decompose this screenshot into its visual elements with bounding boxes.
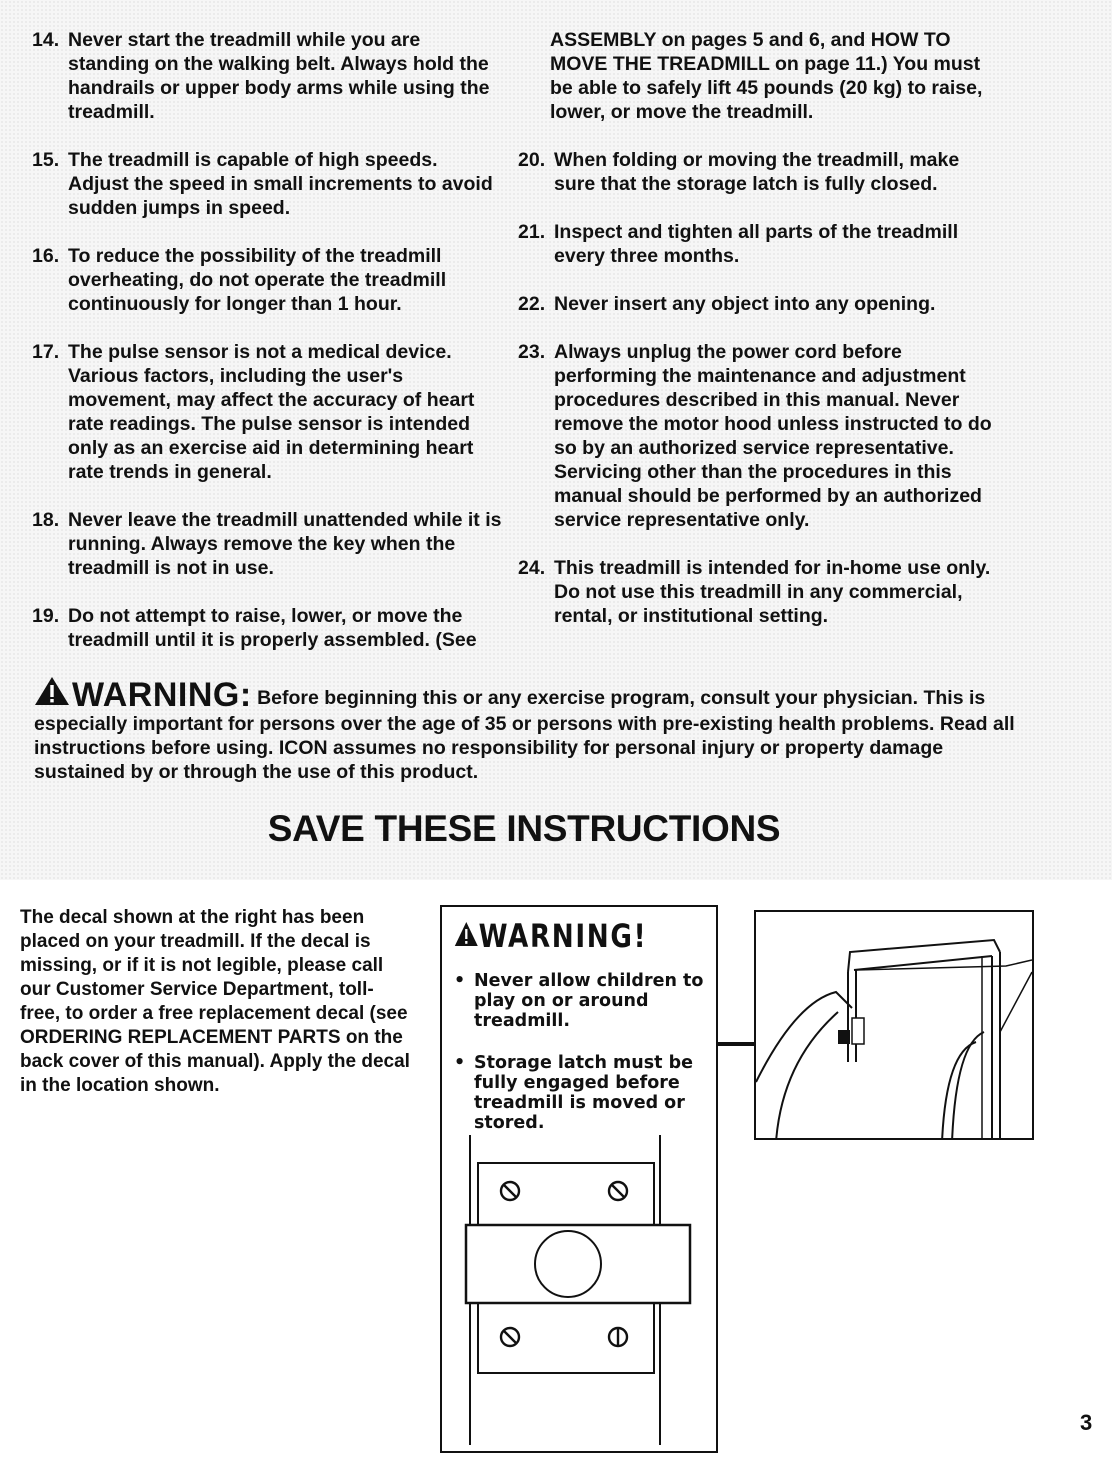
- decal-title-text: WARNING!: [478, 917, 648, 955]
- warning-title: WARNING:: [72, 676, 252, 714]
- instruction-item: [518, 148, 998, 196]
- item-text: The treadmill is capable of high speeds. Adjust the speed in small increments to avoid sudden jumps in speed.: [68, 149, 493, 219]
- save-instructions-heading: SAVE THESE INSTRUCTIONS: [267, 808, 781, 849]
- item-number: 23.: [518, 341, 546, 363]
- item-text: Always unplug the power cord before performing the maintenance and adjustment procedures described in this manual. Never remove the motor hood unless instructed to do so by an authorized service representative. Servicing other than the procedures in this manual should be performed by an authorized service representative only.: [554, 341, 992, 531]
- item-text: Inspect and tighten all parts of the treadmill every three months.: [554, 221, 959, 267]
- screw-icon: [609, 1328, 627, 1346]
- treadmill-location-illustration: [754, 910, 1034, 1140]
- instruction-item: [518, 220, 998, 268]
- screw-icon: [609, 1182, 627, 1200]
- item-number: 19.: [32, 605, 60, 627]
- instruction-item: [518, 556, 998, 628]
- item-text: The pulse sensor is not a medical device. Various factors, including the user's movement, may affect the accuracy of heart rate readings. The pulse sensor is intended only as an exercise aid in determining heart rate trends in general.: [68, 341, 475, 483]
- instruction-item: [518, 292, 998, 316]
- page-number: 3: [1080, 1410, 1093, 1435]
- screw-icon: [501, 1182, 519, 1200]
- decal-bullet: • Never allow children to play on or around treadmill.: [454, 971, 710, 1031]
- item-number: 22.: [518, 293, 546, 315]
- item-number: 18.: [32, 509, 60, 531]
- item-text: Never insert any object into any opening.: [554, 293, 936, 315]
- treadmill-upright-drawing: [756, 912, 1032, 1138]
- item-text: This treadmill is intended for in-home use only. Do not use this treadmill in any commercial, rental, or institutional setting.: [554, 557, 991, 627]
- instruction-item: [32, 148, 502, 220]
- item-text: When folding or moving the treadmill, make sure that the storage latch is fully closed.: [554, 149, 960, 195]
- item-number: 15.: [32, 149, 60, 171]
- decal-bullet: • Storage latch must be fully engaged before treadmill is moved or stored.: [454, 1053, 710, 1133]
- item-text: Never start the treadmill while you are standing on the walking belt. Always hold the handrails or upper body arms while using the treadmill.: [68, 29, 490, 123]
- instruction-item: [32, 604, 502, 652]
- item-text: Do not attempt to raise, lower, or move the treadmill until it is properly assembled. (See: [68, 605, 477, 651]
- warning-paragraph: [34, 676, 1034, 784]
- decal-description: The decal shown at the right has been placed on your treadmill. If the decal is missing, or if it is not legible, please call our Customer Service Department, toll-free, to order a free replacement decal (see ORDERING REPLACEMENT PARTS on the back cover of this manual). Apply the decal in the location shown.: [20, 907, 410, 1096]
- instructions-right-column: [518, 28, 998, 652]
- instruction-item: [32, 340, 502, 484]
- item-19-continuation: ASSEMBLY on pages 5 and 6, and HOW TO MOVE THE TREADMILL on page 11.) You must be able to safely lift 45 pounds (20 kg) to raise, lower, or move the treadmill.: [550, 29, 983, 123]
- item-number: 17.: [32, 341, 60, 363]
- decal-title: [454, 917, 647, 955]
- warning-text: Before beginning this or any exercise program, consult your physician. This is especially important for persons over the age of 35 or persons with pre-existing health problems. Read all instructions before using. ICON assumes no responsibility for personal injury or property damage sustained by or through the use of this product.: [34, 687, 1015, 783]
- item-text: To reduce the possibility of the treadmill overheating, do not operate the treadmill continuously for longer than 1 hour.: [68, 245, 447, 315]
- warning-triangle-icon: [34, 676, 70, 712]
- item-number: 16.: [32, 245, 60, 267]
- decal-bullets: [454, 971, 710, 1155]
- item-text: Never leave the treadmill unattended while it is running. Always remove the key when the treadmill is not in use.: [68, 509, 502, 579]
- screw-icon: [501, 1328, 519, 1346]
- instruction-item: [32, 28, 502, 124]
- decal-bullet-text: Storage latch must be fully engaged before treadmill is moved or stored.: [474, 1053, 693, 1133]
- warning-triangle-icon: [454, 917, 479, 955]
- instruction-item: [32, 244, 502, 316]
- instructions-left-column: [32, 28, 502, 676]
- warning-decal: [440, 905, 718, 1453]
- instruction-item: [32, 508, 502, 580]
- instruction-item: [518, 340, 998, 532]
- item-number: 24.: [518, 557, 546, 579]
- item-number: 14.: [32, 29, 60, 51]
- item-number: 21.: [518, 221, 546, 243]
- decal-bullet-text: Never allow children to play on or around treadmill.: [474, 971, 704, 1031]
- item-number: 20.: [518, 149, 546, 171]
